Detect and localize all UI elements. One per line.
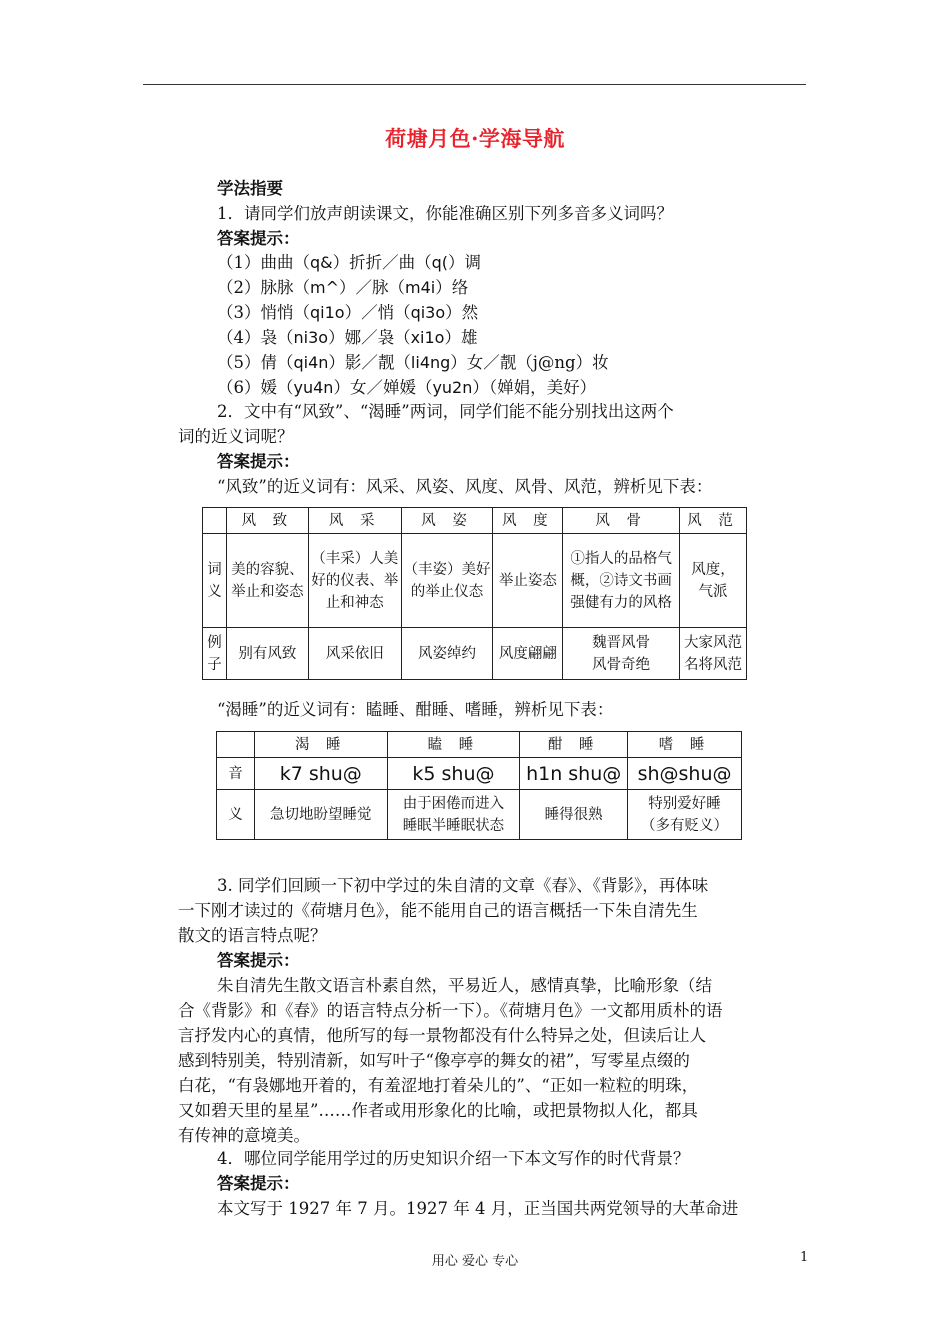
- table1-header: 风 采: [308, 508, 401, 534]
- answer-4-line: 本文写于 1927 年 7 月。1927 年 4 月，正当国共两党领导的大革命进: [217, 1199, 739, 1218]
- answer-hint-2: 答案提示：: [217, 452, 300, 471]
- pinyin-text: q&: [310, 253, 333, 272]
- table2-corner: [217, 732, 255, 758]
- answer-3-line: 言抒发内心的真情，他所写的每一景物都没有什么特异之处，但读后让人: [178, 1026, 706, 1045]
- item-text: （1）曲曲（: [217, 253, 310, 272]
- table2-cell: 特别爱好睡 （多有贬义）: [628, 790, 742, 840]
- table2-cell: 由于困倦而进入 睡眠半睡眠状态: [387, 790, 520, 840]
- item-text: ）娜／袅（: [328, 328, 411, 347]
- item-text: ）雄: [444, 328, 478, 347]
- header-rule: [143, 84, 806, 85]
- question-2-line-1: 2．文中有“风致”、“渴睡”两词，同学们能不能分别找出这两个: [217, 402, 674, 421]
- page-title: 荷塘月色·学海导航: [385, 126, 565, 151]
- answer-3-line: 又如碧天里的星星”……作者或用形象化的比喻，或把景物拟人化，都具: [178, 1101, 698, 1120]
- table2-pinyin: k5 shu@: [387, 758, 520, 790]
- item-text: ）络: [435, 278, 469, 297]
- table2-header: 渴 睡: [254, 732, 387, 758]
- pinyin-text: li4ng: [410, 353, 451, 372]
- question-3-line: 散文的语言特点呢？: [178, 926, 327, 945]
- table1-cell: 举止姿态: [493, 534, 563, 628]
- item-text: ）折折／曲（: [332, 253, 432, 272]
- question-3-line: 3. 同学们回顾一下初中学过的朱自清的文章《春》、《背影》，再体味: [217, 876, 709, 895]
- table2-row-label: 音: [217, 758, 255, 790]
- pinyin-text: m4i: [405, 278, 436, 297]
- table2-intro: “渴睡”的近义词有：瞌睡、酣睡、嗜睡，辨析见下表：: [217, 700, 614, 719]
- answer-hint-3: 答案提示：: [217, 951, 300, 970]
- synonym-table-fengzhi: [202, 507, 747, 680]
- table2-row-label: 义: [217, 790, 255, 840]
- table1-header: 风 致: [226, 508, 308, 534]
- table1-row-label: 例 子: [203, 628, 227, 680]
- table1-cell: 风姿绰约: [401, 628, 493, 680]
- pinyin-text: qi3o: [410, 303, 446, 322]
- item-text: （5）倩（: [217, 353, 294, 372]
- table1-cell: （丰采）人美 好的仪表、举 止和神态: [308, 534, 401, 628]
- answer-3-line: 朱自清先生散文语言朴素自然，平易近人，感情真挚，比喻形象（结: [217, 976, 712, 995]
- table1-header: 风 度: [493, 508, 563, 534]
- table1-intro: “风致”的近义词有：风采、风姿、风度、风骨、风范，辨析见下表：: [217, 477, 713, 496]
- item-text: ）然: [445, 303, 479, 322]
- item-text: ）女／婵媛（: [333, 378, 433, 397]
- section-heading: 学法指要: [217, 179, 283, 198]
- item-text: ）（婵娟，美好）: [472, 378, 597, 397]
- pinyin-text: yu2n: [432, 378, 473, 397]
- pinyin-text: qi1o: [310, 303, 345, 322]
- page-footer: 用心 爱心 专心: [431, 1254, 519, 1269]
- polyphone-item: [217, 375, 596, 400]
- table1-cell: 别有风致: [226, 628, 308, 680]
- table1-cell: 风采依旧: [308, 628, 401, 680]
- item-text: （2）脉脉（: [217, 278, 310, 297]
- table2-pinyin: k7 shu@: [254, 758, 387, 790]
- pinyin-text: q(: [431, 253, 449, 272]
- polyphone-item: [217, 250, 481, 275]
- question-2-line-2: 词的近义词呢？: [178, 427, 294, 446]
- table1-header: 风 范: [680, 508, 747, 534]
- polyphone-item: [217, 300, 478, 325]
- synonym-table-keshui: [216, 731, 742, 840]
- table2-header: 酣 睡: [520, 732, 628, 758]
- answer-3-line: 有传神的意境美。: [178, 1126, 310, 1145]
- answer-3-line: 合《背影》和《春》的语言特点分析一下）。《荷塘月色》一文都用质朴的语: [178, 1001, 723, 1020]
- polyphone-item: [217, 325, 477, 350]
- page-number: 1: [800, 1250, 809, 1265]
- table2-pinyin: h1n shu@: [520, 758, 628, 790]
- pinyin-text: yu4n: [293, 378, 334, 397]
- table2-pinyin: sh@shu@: [628, 758, 742, 790]
- item-text: ）／脉（: [339, 278, 405, 297]
- item-text: ）调: [448, 253, 482, 272]
- answer-3-line: 感到特别美，特别清新，如写叶子“像亭亭的舞女的裙”，写零星点缀的: [178, 1051, 690, 1070]
- item-text: ）女／靓（j@ng）妆: [450, 353, 609, 372]
- table2-cell: 睡得很熟: [520, 790, 628, 840]
- table2-header: 嗜 睡: [628, 732, 742, 758]
- question-4: 4．哪位同学能用学过的历史知识介绍一下本文写作的时代背景？: [217, 1149, 690, 1168]
- table1-cell: 美的容貌、 举止和姿态: [226, 534, 308, 628]
- table1-corner: [203, 508, 227, 534]
- answer-hint-1: 答案提示：: [217, 229, 300, 248]
- item-text: ）／悄（: [344, 303, 411, 322]
- table2-cell: 急切地盼望睡觉: [254, 790, 387, 840]
- pinyin-text: xi1o: [410, 328, 445, 347]
- item-text: （6）媛（: [217, 378, 294, 397]
- table1-header: 风 骨: [563, 508, 680, 534]
- question-1: 1．请同学们放声朗读课文，你能准确区别下列多音多义词吗？: [217, 204, 673, 223]
- polyphone-item: [217, 275, 468, 300]
- table1-cell: 大家风范 名将风范: [680, 628, 747, 680]
- pinyin-text: ni3o: [293, 328, 329, 347]
- table1-cell: 风度翩翩: [493, 628, 563, 680]
- answer-hint-4: 答案提示：: [217, 1174, 300, 1193]
- pinyin-text: m^: [310, 278, 339, 297]
- table1-cell: ①指人的品格气 概，②诗文书画 强健有力的风格: [563, 534, 680, 628]
- answer-3-line: 白花，“有袅娜地开着的，有羞涩地打着朵儿的”、“正如一粒粒的明珠，: [178, 1076, 699, 1095]
- table1-row-label: 词 义: [203, 534, 227, 628]
- table2-header: 瞌 睡: [387, 732, 520, 758]
- pinyin-text: qi4n: [293, 353, 329, 372]
- item-text: （4）袅（: [217, 328, 294, 347]
- table1-header: 风 姿: [401, 508, 493, 534]
- question-3-line: 一下刚才读过的《荷塘月色》，能不能用自己的语言概括一下朱自清先生: [178, 901, 698, 920]
- table1-cell: 魏晋风骨 风骨奇绝: [563, 628, 680, 680]
- item-text: （3）悄悄（: [217, 303, 310, 322]
- table1-cell: （丰姿）美好 的举止仪态: [401, 534, 493, 628]
- item-text: ）影／靓（: [328, 353, 411, 372]
- table1-cell: 风度， 气派: [680, 534, 747, 628]
- polyphone-item: [217, 350, 609, 375]
